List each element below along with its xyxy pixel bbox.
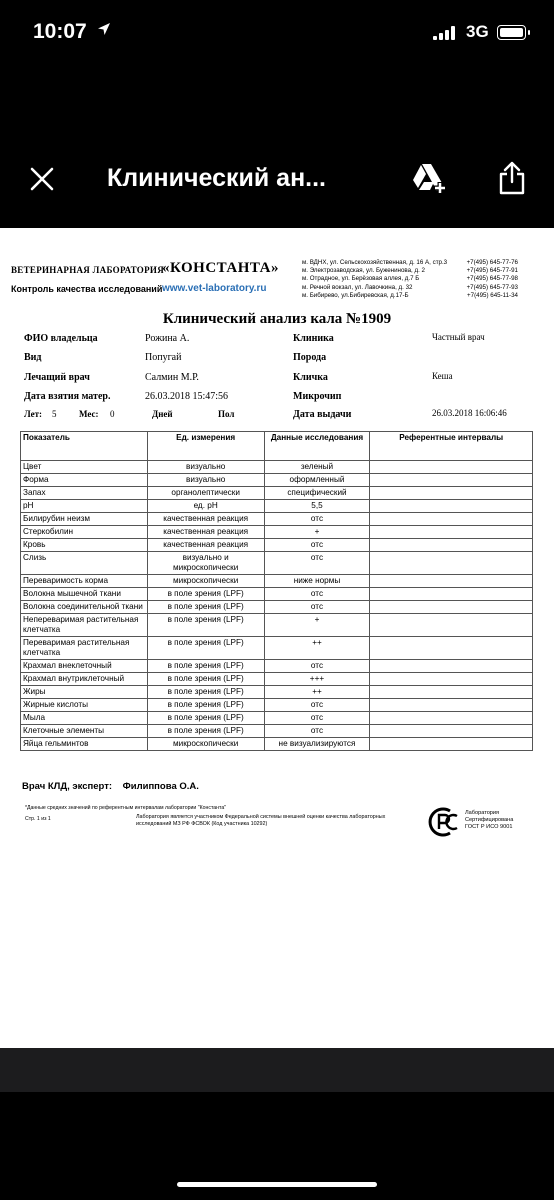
table-header-row xyxy=(21,432,533,461)
certification-logo-icon xyxy=(426,807,462,837)
signature-name: Филиппова О.А. xyxy=(122,781,199,792)
address-line: м. Речной вокзал, ул. Лавочкина, д. 32 xyxy=(302,283,413,291)
table-row xyxy=(21,513,533,526)
certification-text xyxy=(465,810,513,830)
cell-parameter: Крахмал внеклеточный xyxy=(21,660,148,673)
col-header-result: Данные исследования xyxy=(264,432,370,461)
cell-unit: визуально и микроскопически xyxy=(147,552,264,575)
fsvok-note: Лаборатория является участником Федеральной системы внешней оценки качества лабораторных исследований МЗ РФ ФСВОК (Код участника 10292) xyxy=(136,814,386,827)
cell-result: отс xyxy=(264,513,370,526)
table-row xyxy=(21,725,533,738)
cell-parameter: Жирные кислоты xyxy=(21,699,148,712)
table-row xyxy=(21,588,533,601)
cell-result: + xyxy=(264,614,370,637)
col-header-reference: Референтные интервалы xyxy=(370,432,533,461)
cell-result: отс xyxy=(264,539,370,552)
doctor-value: Салмин М.Р. xyxy=(145,372,199,383)
cell-reference xyxy=(370,614,533,637)
cell-result: зеленый xyxy=(264,461,370,474)
table-row xyxy=(21,673,533,686)
cell-unit: в поле зрения (LPF) xyxy=(147,588,264,601)
document-title: Клинический ан... xyxy=(107,164,327,192)
cell-reference xyxy=(370,686,533,699)
cell-parameter: Крахмал внутриклеточный xyxy=(21,673,148,686)
table-row xyxy=(21,487,533,500)
cell-reference xyxy=(370,487,533,500)
cell-reference xyxy=(370,673,533,686)
cell-parameter: Клеточные элементы xyxy=(21,725,148,738)
cell-result: ниже нормы xyxy=(264,575,370,588)
results-table xyxy=(20,431,533,751)
cell-unit: визуально xyxy=(147,474,264,487)
address-line: м. Электрозаводская, ул. Буженинова, д. 2 xyxy=(302,267,425,275)
lab-brand: «КОНСТАНТА» xyxy=(162,260,280,276)
table-row xyxy=(21,500,533,513)
cell-reference xyxy=(370,699,533,712)
table-row xyxy=(21,712,533,725)
cell-result: 5,5 xyxy=(264,500,370,513)
cell-reference xyxy=(370,539,533,552)
cell-result: отс xyxy=(264,588,370,601)
cell-result: не визуализируются xyxy=(264,738,370,751)
years-value: 5 xyxy=(52,409,57,419)
table-row xyxy=(21,699,533,712)
cell-unit: в поле зрения (LPF) xyxy=(147,712,264,725)
address-line: м. Отрадное, ул. Берёзовая аллея, д.7 Б xyxy=(302,275,420,283)
signature xyxy=(22,781,199,792)
phone-line: +7(495) 645-77-91 xyxy=(466,267,518,275)
cell-reference xyxy=(370,601,533,614)
days-label: Дней xyxy=(152,409,173,419)
breed-label: Порода xyxy=(293,352,327,363)
phone-line: +7(495) 645-77-76 xyxy=(466,259,518,266)
cell-unit: качественная реакция xyxy=(147,513,264,526)
cell-result: отс xyxy=(264,725,370,738)
cert-line: Лаборатория xyxy=(465,810,500,816)
cell-parameter: Яйца гельминтов xyxy=(21,738,148,751)
issue-date-value: 26.03.2018 16:06:46 xyxy=(432,408,507,418)
phone-line: +7(495) 645-11-34 xyxy=(467,291,518,299)
lab-website: www.vet-laboratory.ru xyxy=(162,283,267,294)
pet-name-label: Кличка xyxy=(293,372,328,383)
cert-line: Сертифицирована xyxy=(465,816,514,823)
cell-reference xyxy=(370,725,533,738)
bottom-bar xyxy=(0,1048,554,1092)
status-bar xyxy=(0,0,554,66)
cell-unit: микроскопически xyxy=(147,575,264,588)
cell-parameter: Непереваримая растительная клетчатка xyxy=(21,614,148,637)
cell-result: отс xyxy=(264,601,370,614)
table-row xyxy=(21,738,533,751)
clinic-label: Клиника xyxy=(293,333,334,344)
owner-value: Рожина А. xyxy=(145,333,190,344)
table-row xyxy=(21,601,533,614)
cell-result: оформленный xyxy=(264,474,370,487)
table-row xyxy=(21,614,533,637)
lab-name: ВЕТЕРИНАРНАЯ ЛАБОРАТОРИЯ xyxy=(11,265,164,275)
table-row xyxy=(21,474,533,487)
table-row xyxy=(21,637,533,660)
cell-result: ++ xyxy=(264,686,370,699)
cell-reference xyxy=(370,461,533,474)
lab-phones xyxy=(462,259,518,300)
table-row xyxy=(21,660,533,673)
sample-date-label: Дата взятия матер. xyxy=(24,391,111,402)
cell-reference xyxy=(370,526,533,539)
cell-reference xyxy=(370,712,533,725)
table-row xyxy=(21,461,533,474)
cell-parameter: Стеркобилин xyxy=(21,526,148,539)
cert-line: ГОСТ Р ИСО 9001 xyxy=(465,823,513,830)
cell-unit: в поле зрения (LPF) xyxy=(147,673,264,686)
cell-parameter: Переваримая растительная клетчатка xyxy=(21,637,148,660)
cell-unit: визуально xyxy=(147,461,264,474)
lab-addresses xyxy=(302,259,447,300)
col-header-unit: Ед. измерения xyxy=(147,432,264,461)
close-icon[interactable] xyxy=(30,167,54,191)
cell-unit: в поле зрения (LPF) xyxy=(147,686,264,699)
col-header-parameter: Показатель xyxy=(21,432,148,461)
cell-reference xyxy=(370,575,533,588)
phone-line: +7(495) 645-77-93 xyxy=(466,283,518,291)
pet-name-value: Кеша xyxy=(432,371,453,381)
cell-result: ++ xyxy=(264,637,370,660)
cell-parameter: Переваримость корма xyxy=(21,575,148,588)
cell-unit: качественная реакция xyxy=(147,526,264,539)
table-row xyxy=(21,539,533,552)
cell-parameter: Цвет xyxy=(21,461,148,474)
cell-parameter: Форма xyxy=(21,474,148,487)
cell-unit: в поле зрения (LPF) xyxy=(147,614,264,637)
cell-parameter: Волокна мышечной ткани xyxy=(21,588,148,601)
sample-date-value: 26.03.2018 15:47:56 xyxy=(145,391,229,402)
years-label: Лет: xyxy=(24,409,43,419)
lab-subtitle: Контроль качества исследований xyxy=(11,284,163,294)
cell-unit: в поле зрения (LPF) xyxy=(147,699,264,712)
cell-result: отс xyxy=(264,552,370,575)
months-label: Мес: xyxy=(79,409,99,419)
cell-result: + xyxy=(264,526,370,539)
clock: 10:07 xyxy=(33,20,87,43)
cell-result: специфический xyxy=(264,487,370,500)
cell-parameter: Жиры xyxy=(21,686,148,699)
cell-parameter: Волокна соединительной ткани xyxy=(21,601,148,614)
cell-parameter: Мыла xyxy=(21,712,148,725)
cell-reference xyxy=(370,738,533,751)
table-row xyxy=(21,526,533,539)
cell-result: +++ xyxy=(264,673,370,686)
cell-parameter: Кровь xyxy=(21,539,148,552)
cell-result: отс xyxy=(264,660,370,673)
table-row xyxy=(21,686,533,699)
cell-unit: в поле зрения (LPF) xyxy=(147,601,264,614)
cell-unit: в поле зрения (LPF) xyxy=(147,725,264,738)
address-line: м. Бибирево, ул.Бибиревская, д.17-Б xyxy=(302,291,409,299)
cell-parameter: Запах xyxy=(21,487,148,500)
cell-parameter: pH xyxy=(21,500,148,513)
home-indicator[interactable] xyxy=(177,1182,377,1187)
cell-result: отс xyxy=(264,712,370,725)
page-number: Стр. 1 из 1 xyxy=(25,816,51,822)
battery-icon xyxy=(497,25,526,40)
address-line: м. ВДНХ, ул. Сельскохозяйственная, д. 16 А, стр.3 xyxy=(302,259,448,266)
phone-line: +7(495) 645-77-98 xyxy=(466,275,518,283)
sex-label: Пол xyxy=(218,409,235,419)
cell-unit: ед. pH xyxy=(147,500,264,513)
owner-label: ФИО владельца xyxy=(24,333,98,344)
species-label: Вид xyxy=(24,352,42,363)
issue-date-label: Дата выдачи xyxy=(293,409,352,420)
cell-reference xyxy=(370,500,533,513)
cell-result: отс xyxy=(264,699,370,712)
cell-reference xyxy=(370,552,533,575)
cell-unit: в поле зрения (LPF) xyxy=(147,637,264,660)
network-type: 3G xyxy=(466,22,489,41)
cell-parameter: Слизь xyxy=(21,552,148,575)
clinic-value: Частный врач xyxy=(432,332,485,342)
cell-unit: качественная реакция xyxy=(147,539,264,552)
signature-label: Врач КЛД, эксперт: xyxy=(22,781,113,792)
cell-reference xyxy=(370,474,533,487)
cell-unit: органолептически xyxy=(147,487,264,500)
footnote: *Данные средних значений по референтным интервалам лаборатории "Константа" xyxy=(25,805,227,811)
months-value: 0 xyxy=(110,409,115,419)
share-icon[interactable] xyxy=(498,161,526,195)
cell-reference xyxy=(370,513,533,526)
table-row xyxy=(21,552,533,575)
species-value: Попугай xyxy=(145,352,182,363)
chip-label: Микрочип xyxy=(293,391,342,402)
location-arrow-icon xyxy=(97,22,111,36)
cell-parameter: Билирубин неизм xyxy=(21,513,148,526)
table-row xyxy=(21,575,533,588)
cell-reference xyxy=(370,588,533,601)
cell-unit: микроскопически xyxy=(147,738,264,751)
doctor-label: Лечащий врач xyxy=(24,372,90,383)
cell-reference xyxy=(370,660,533,673)
cell-reference xyxy=(370,637,533,660)
add-to-drive-icon[interactable] xyxy=(412,163,448,195)
cell-unit: в поле зрения (LPF) xyxy=(147,660,264,673)
analysis-title: Клинический анализ кала №1909 xyxy=(162,311,392,327)
signal-strength-icon xyxy=(433,26,459,40)
